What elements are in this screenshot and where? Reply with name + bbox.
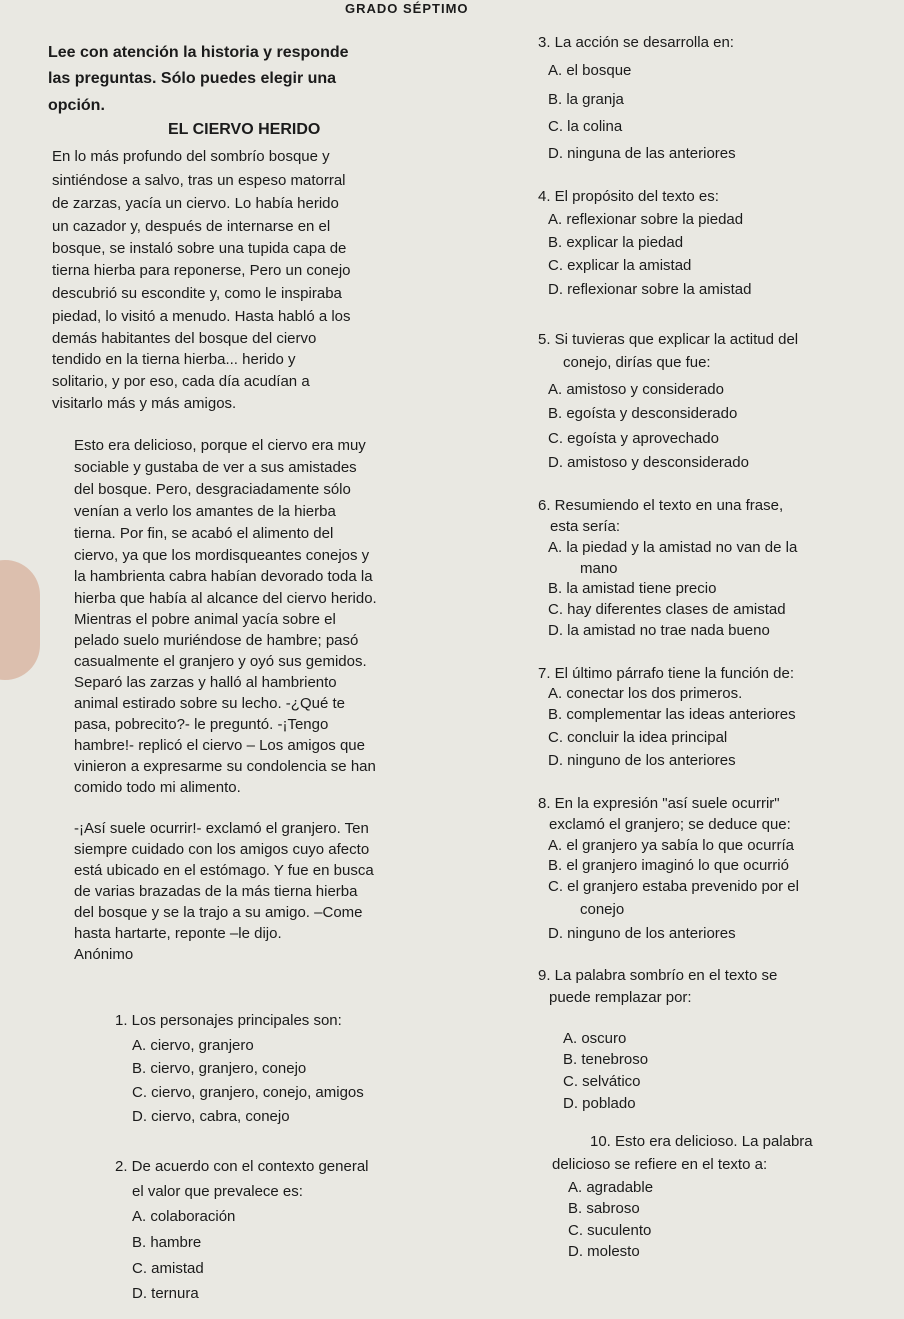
question-9: 9. La palabra sombrío en el texto se <box>538 967 778 984</box>
q8-option[interactable]: B. el granjero imaginó lo que ocurrió <box>548 857 789 874</box>
story-line: tierna hierba para reponerse, Pero un conejo <box>52 262 351 279</box>
story-line: venían a verlo los amantes de la hierba <box>74 503 336 520</box>
story-author: Anónimo <box>74 946 134 963</box>
q9-option[interactable]: D. poblado <box>563 1095 636 1112</box>
q2-option[interactable]: B. hambre <box>132 1234 202 1251</box>
story-line: demás habitantes del bosque del ciervo <box>52 330 317 347</box>
story-line: Esto era delicioso, porque el ciervo era muy <box>74 437 366 454</box>
story-title: EL CIERVO HERIDO <box>168 121 321 138</box>
q1-option[interactable]: D. ciervo, cabra, conejo <box>132 1108 290 1125</box>
story-line: sintiéndose a salvo, tras un espeso matorral <box>52 172 346 189</box>
story-line: visitarlo más y más amigos. <box>52 395 237 412</box>
story-line: piedad, lo visitó a menudo. Hasta habló a los <box>52 308 351 325</box>
q3-option[interactable]: C. la colina <box>548 118 623 135</box>
q5-option[interactable]: D. amistoso y desconsiderado <box>548 454 749 471</box>
q7-option[interactable]: A. conectar los dos primeros. <box>548 685 743 702</box>
story-line: bosque, se instaló sobre una tupida capa de <box>52 240 347 257</box>
story-line: solitario, y por eso, cada día acudían a <box>52 373 310 390</box>
q4-option[interactable]: D. reflexionar sobre la amistad <box>548 281 752 298</box>
story-line: -¡Así suele ocurrir!- exclamó el granjero. Ten <box>74 820 369 837</box>
question-3: 3. La acción se desarrolla en: <box>538 34 734 51</box>
q1-option[interactable]: B. ciervo, granjero, conejo <box>132 1060 307 1077</box>
story-line: hasta hartarte, reponte –le dijo. <box>74 925 282 942</box>
story-line: ciervo, ya que los mordisqueantes conejos y <box>74 547 370 564</box>
q2-option[interactable]: C. amistad <box>132 1260 204 1277</box>
q6-option[interactable]: A. la piedad y la amistad no van de la <box>548 539 798 556</box>
question-9-cont: puede remplazar por: <box>549 989 692 1006</box>
story-line: siempre cuidado con los amigos cuyo afecto <box>74 841 370 858</box>
q4-option[interactable]: A. reflexionar sobre la piedad <box>548 211 744 228</box>
q2-option[interactable]: A. colaboración <box>132 1208 236 1225</box>
q10-option[interactable]: D. molesto <box>568 1243 640 1260</box>
q7-option[interactable]: D. ninguno de los anteriores <box>548 752 736 769</box>
q2-option[interactable]: D. ternura <box>132 1285 199 1302</box>
question-8-cont: exclamó el granjero; se deduce que: <box>549 816 791 833</box>
story-line: de varias brazadas de la más tierna hierba <box>74 883 358 900</box>
q3-option[interactable]: B. la granja <box>548 91 624 108</box>
q5-option[interactable]: C. egoísta y aprovechado <box>548 430 719 447</box>
q6-option[interactable]: D. la amistad no trae nada bueno <box>548 622 770 639</box>
story-line: está ubicado en el estómago. Y fue en busca <box>74 862 374 879</box>
q3-option[interactable]: A. el bosque <box>548 62 632 79</box>
question-5: 5. Si tuvieras que explicar la actitud del <box>538 331 799 348</box>
story-line: un cazador y, después de internarse en el <box>52 218 331 235</box>
q4-option[interactable]: B. explicar la piedad <box>548 234 684 251</box>
instructions-line: opción. <box>48 97 105 114</box>
story-line: animal estirado sobre su lecho. -¿Qué te <box>74 695 345 712</box>
story-line: pasa, pobrecito?- le preguntó. -¡Tengo <box>74 716 329 733</box>
question-10: 10. Esto era delicioso. La palabra <box>590 1133 813 1150</box>
q10-option[interactable]: B. sabroso <box>568 1200 640 1217</box>
instructions-line: las preguntas. Sólo puedes elegir una <box>48 70 337 87</box>
q9-option[interactable]: B. tenebroso <box>563 1051 649 1068</box>
story-line: sociable y gustaba de ver a sus amistades <box>74 459 357 476</box>
question-5-cont: conejo, dirías que fue: <box>563 354 711 371</box>
thumb-shadow <box>0 560 40 680</box>
question-6-cont: esta sería: <box>550 518 621 535</box>
q6-option[interactable]: C. hay diferentes clases de amistad <box>548 601 786 618</box>
q5-option[interactable]: B. egoísta y desconsiderado <box>548 405 738 422</box>
story-line: tendido en la tierna hierba... herido y <box>52 351 296 368</box>
instructions-line: Lee con atención la historia y responde <box>48 44 349 61</box>
q7-option[interactable]: C. concluir la idea principal <box>548 729 728 746</box>
grade-header: GRADO SÉPTIMO <box>345 1 469 16</box>
q9-option[interactable]: A. oscuro <box>563 1030 627 1047</box>
story-line: Separó las zarzas y halló al hambriento <box>74 674 337 691</box>
question-4: 4. El propósito del texto es: <box>538 188 719 205</box>
story-line: pelado suelo muriéndose de hambre; pasó <box>74 632 359 649</box>
q5-option[interactable]: A. amistoso y considerado <box>548 381 724 398</box>
q6-option[interactable]: B. la amistad tiene precio <box>548 580 717 597</box>
question-2-cont: el valor que prevalece es: <box>132 1183 303 1200</box>
story-line: vinieron a expresarme su condolencia se han <box>74 758 376 775</box>
story-line: casualmente el granjero y oyó sus gemidos. <box>74 653 367 670</box>
question-8: 8. En la expresión "así suele ocurrir" <box>538 795 780 812</box>
question-1: 1. Los personajes principales son: <box>115 1012 342 1029</box>
q10-option[interactable]: A. agradable <box>568 1179 654 1196</box>
story-line: descubrió su escondite y, como le inspiraba <box>52 285 342 302</box>
q4-option[interactable]: C. explicar la amistad <box>548 257 692 274</box>
q8-option[interactable]: D. ninguno de los anteriores <box>548 925 736 942</box>
story-line: del bosque y se la trajo a su amigo. –Come <box>74 904 363 921</box>
story-line: de zarzas, yacía un ciervo. Lo había herido <box>52 195 339 212</box>
q6-option-cont: mano <box>580 560 618 577</box>
question-6: 6. Resumiendo el texto en una frase, <box>538 497 784 514</box>
q1-option[interactable]: A. ciervo, granjero <box>132 1037 254 1054</box>
story-line: En lo más profundo del sombrío bosque y <box>52 148 330 165</box>
story-line: tierna. Por fin, se acabó el alimento del <box>74 525 334 542</box>
story-line: la hambrienta cabra habían devorado toda la <box>74 568 373 585</box>
q10-option[interactable]: C. suculento <box>568 1222 652 1239</box>
question-10-cont: delicioso se refiere en el texto a: <box>552 1156 768 1173</box>
story-line: del bosque. Pero, desgraciadamente sólo <box>74 481 351 498</box>
q7-option[interactable]: B. complementar las ideas anteriores <box>548 706 796 723</box>
q3-option[interactable]: D. ninguna de las anteriores <box>548 145 736 162</box>
story-line: hierba que había al alcance del ciervo herido. <box>74 590 377 607</box>
q8-option[interactable]: A. el granjero ya sabía lo que ocurría <box>548 837 794 854</box>
question-7: 7. El último párrafo tiene la función de: <box>538 665 794 682</box>
question-2: 2. De acuerdo con el contexto general <box>115 1158 369 1175</box>
q1-option[interactable]: C. ciervo, granjero, conejo, amigos <box>132 1084 364 1101</box>
q8-option-cont: conejo <box>580 901 625 918</box>
story-line: comido todo mi alimento. <box>74 779 241 796</box>
story-line: Mientras el pobre animal yacía sobre el <box>74 611 336 628</box>
story-line: hambre!- replicó el ciervo – Los amigos que <box>74 737 365 754</box>
q8-option[interactable]: C. el granjero estaba prevenido por el <box>548 878 799 895</box>
q9-option[interactable]: C. selvático <box>563 1073 641 1090</box>
